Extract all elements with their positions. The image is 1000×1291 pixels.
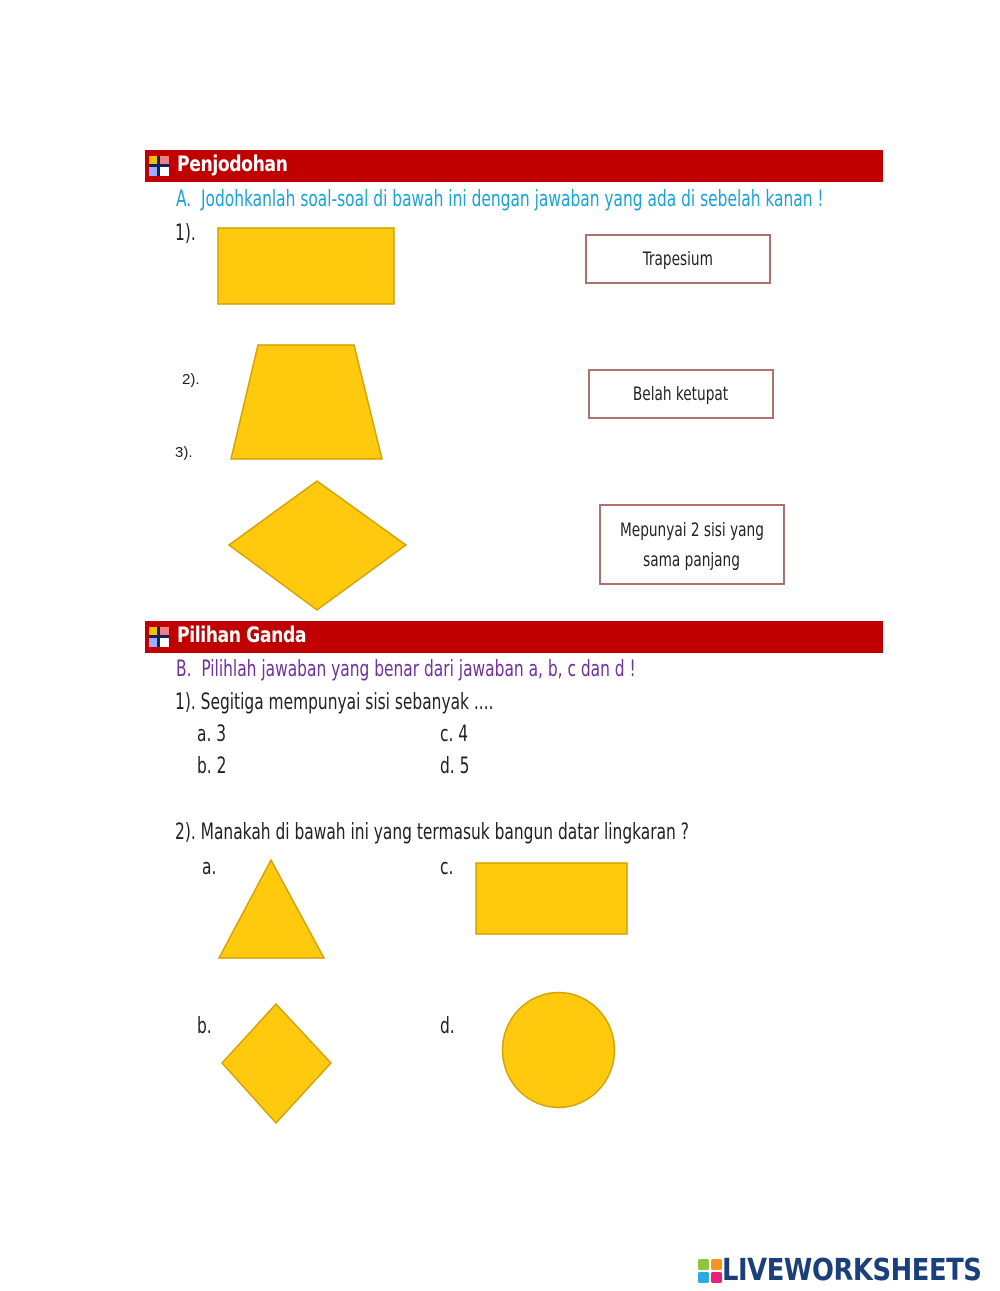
section-a-header xyxy=(145,150,883,182)
answer-box-belah-ketupat[interactable] xyxy=(588,369,774,419)
answer-box-dua-sisi[interactable] xyxy=(599,504,785,585)
section-b-header xyxy=(145,621,883,653)
item-2-trapezoid-shape xyxy=(230,344,383,460)
instruction-b-letter: B. xyxy=(176,657,192,682)
instruction-a-letter: A. xyxy=(176,187,192,212)
instruction-b-text: Pilihlah jawaban yang benar dari jawaban a, b, c dan d ! xyxy=(201,657,636,682)
q2-option-c-label: c. xyxy=(440,855,454,880)
q1-option-d[interactable]: d. 5 xyxy=(440,754,470,779)
q2-option-c-rectangle-shape[interactable] xyxy=(475,862,628,935)
instruction-b xyxy=(176,657,636,682)
q2-option-b-diamond-shape[interactable] xyxy=(221,1003,332,1124)
answer-dua-sisi-line2: sama panjang xyxy=(643,548,741,571)
q2-option-b-label: b. xyxy=(197,1014,212,1039)
section-flag-icon xyxy=(149,156,169,176)
q2-option-d-circle-shape[interactable] xyxy=(501,991,616,1109)
q2-option-a-label: a. xyxy=(202,855,217,880)
liveworksheets-logo-text: LIVEWORKSHEETS xyxy=(722,1253,982,1288)
item-1-number: 1). xyxy=(175,221,196,246)
item-3-rhombus-shape xyxy=(228,480,407,611)
item-2-number: 2). xyxy=(182,371,200,388)
item-1-rectangle-shape xyxy=(217,227,395,305)
answer-box-trapesium[interactable] xyxy=(585,234,771,284)
liveworksheets-logo-icon xyxy=(698,1259,722,1283)
q2-option-a-triangle-shape[interactable] xyxy=(218,859,325,959)
section-b-title: Pilihan Ganda xyxy=(177,623,307,647)
question-2-text: 2). Manakah di bawah ini yang termasuk bangun datar lingkaran ? xyxy=(175,820,689,845)
q1-option-c[interactable]: c. 4 xyxy=(440,722,469,747)
item-3-number: 3). xyxy=(175,444,193,461)
section-flag-icon xyxy=(149,627,169,647)
q1-option-b[interactable]: b. 2 xyxy=(197,754,227,779)
answer-trapesium-label: Trapesium xyxy=(642,248,714,270)
section-a-title: Penjodohan xyxy=(177,152,288,176)
answer-dua-sisi-line1: Mepunyai 2 sisi yang xyxy=(620,518,764,541)
instruction-a-text: Jodohkanlah soal-soal di bawah ini dengan jawaban yang ada di sebelah kanan ! xyxy=(200,187,824,212)
q1-option-a[interactable]: a. 3 xyxy=(197,722,227,747)
answer-belah-ketupat-label: Belah ketupat xyxy=(633,383,729,405)
q2-option-d-label: d. xyxy=(440,1014,455,1039)
question-1-text: 1). Segitiga mempunyai sisi sebanyak .... xyxy=(175,690,494,715)
instruction-a xyxy=(176,187,824,212)
